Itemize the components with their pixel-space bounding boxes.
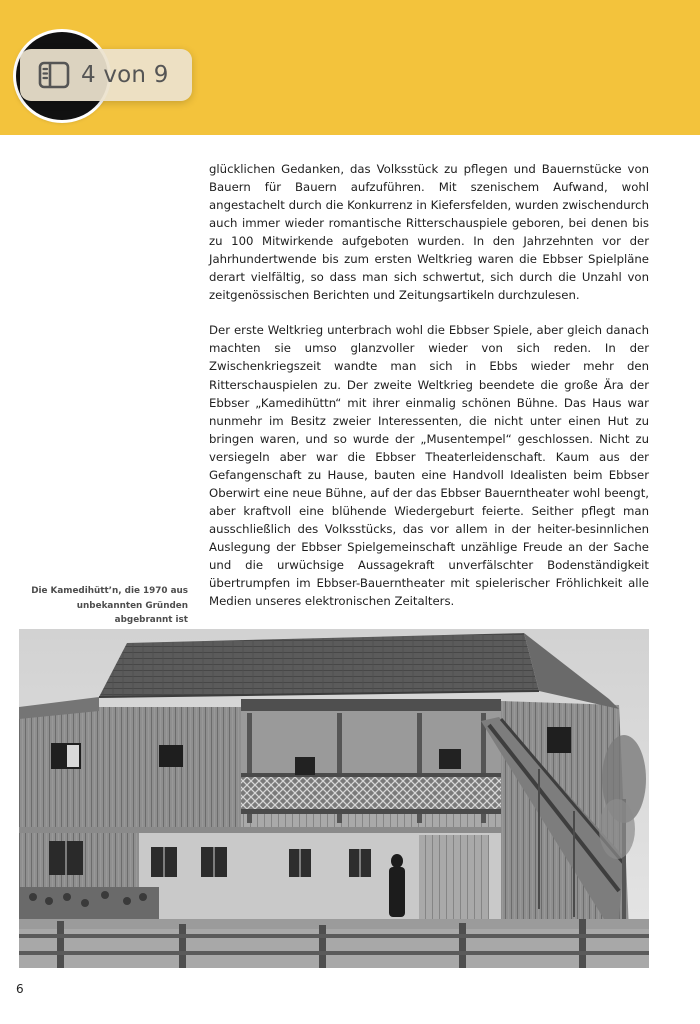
sidebar-panel-icon (38, 61, 70, 89)
page-indicator-badge[interactable] (20, 49, 192, 101)
page-indicator-text: 4 von 9 (81, 62, 169, 88)
article-body (209, 160, 649, 663)
historic-barn-photo (19, 629, 649, 968)
paragraph: glücklichen Gedanken, das Volksstück zu pflegen und Bauernstücke von Bauern für Bauern aufzuführen. Mit szenischem Aufwand, wohl angestachelt durch die Konkurrenz in Kiefersfelden, wurden zwischendurch auch immer wieder romantische Ritterschauspiele geboren, bei denen bis zu 100 Mitwirkende aufgeboten wurden. In den Jahrzehnten vor der Jahrhundertwende bis zum ersten Weltkrieg waren die Ebbser Spielpläne derart vielfältig, so dass man sich schwertut, sich durch die Unzahl von zeitgenössischen Berichten und Zeitungsartikeln durchzulesen. (209, 162, 649, 303)
photo-caption: Die Kamedihütt’n, die 1970 aus unbekannten Gründen abgebrannt ist (31, 586, 188, 625)
page-number: 6 (16, 982, 24, 996)
paragraph: Der erste Weltkrieg unterbrach wohl die Ebbser Spiele, aber gleich danach machten sie umso glanzvoller wieder von sich reden. In der Zwischenkriegszeit wandte man sich in Ebbs wieder mehr den Ritterschauspielen zu. Der zweite Weltkrieg beendete die große Ära der Ebbser „Kamedihüttn“ mit ihrer einmalig schönen Bühne. Das Haus war nunmehr im Besitz zweier Interessenten, die nicht unter einen Hut zu bringen waren, und so wurde der „Musentempel“ geschlossen. Nicht zu versiegeln aber war die Ebbser Theaterleidenschaft. Kaum aus der Gefangenschaft zu Hause, bauten eine Handvoll Idealisten beim Ebbser Oberwirt eine neue Bühne, auf der das Ebbser Bauerntheater wohl beengt, aber kraftvoll eine blühende Wiedergeburt feierte. Seither pflegt man ausschließlich des Volksstücks, das vor allem in der heiter-besinnlichen Auslegung der Ebbser Spielgemeinschaft unzählige Freude an der Sache und die urwüchsige Aussagekraft unverfälschter Bodenständigkeit übertrumpfen im Ebbser-Bauerntheater mit spielerischer Fröhlichkeit alle Medien unseres elektronischen Zeitalters. (209, 323, 649, 609)
